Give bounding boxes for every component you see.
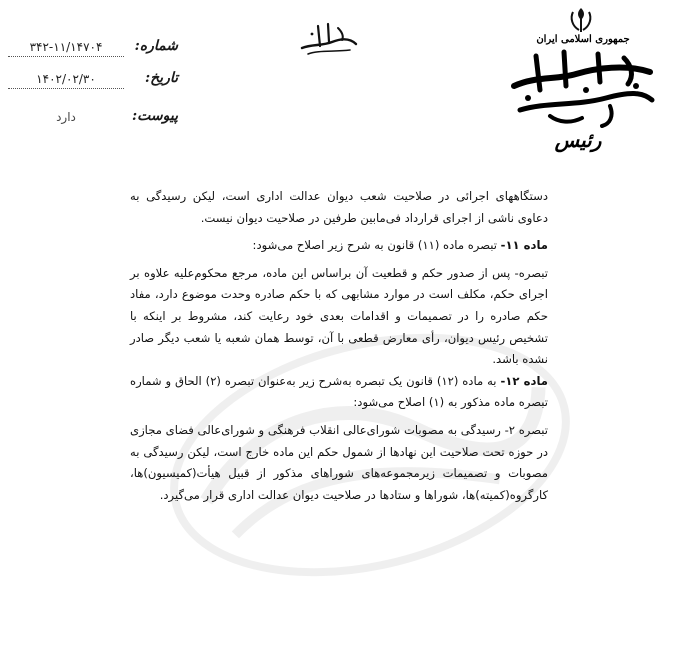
- paragraph-article-12-note: تبصره ۲- رسیدگی به مصوبات شورای‌عالی انقلاب فرهنگی و شورای‌عالی فضای مجازی در حوزه تحت صلاحیت این نهادها از شمول حکم این ماده خارج است، لیکن رسیدگی به مصوبات و تصمیمات زیرمجموعه‌های شوراهای مذکور از قبیل هیأت(کمیسیون)ها، کارگروه(کمیته)ها، شوراها و ستادها در صلاحیت دیوان عدالت اداری قرار می‌گیرد.: [130, 422, 548, 502]
- article-12-line: [130, 371, 548, 414]
- letter-body: [130, 186, 548, 506]
- iran-emblem-icon: [568, 6, 594, 34]
- paragraph-intro: دستگاههای اجرائی در صلاحیت شعب دیوان عدالت اداری است، لیکن رسیدگی به دعاوی ناشی از اجرای قرارداد فی‌مابین طرفین در صلاحیت دیوان نیست.: [130, 189, 548, 225]
- basmala-calligraphy: [298, 18, 360, 58]
- republic-title: جمهوری اسلامی ایران: [536, 34, 630, 45]
- letter-date-label: تاریخ:: [144, 70, 178, 86]
- letter-date-row: [0, 70, 178, 92]
- letter-attachment-row: [0, 108, 178, 130]
- article-11-heading: ماده ۱۱-: [500, 238, 548, 253]
- letter-attachment-value: دارد: [56, 110, 76, 124]
- letter-attachment-label: پیوست:: [132, 108, 178, 124]
- paragraph-article-11-note: تبصره- پس از صدور حکم و قطعیت آن براساس این ماده، مرجع محکوم‌علیه علاوه بر اجرای حکم، مکلف است در موارد مشابهی که با حکم صادره وحدت موضوع دارد، مفاد حکم صادره را در تصمیمات و اقدامات بعدی خود رعایت کند، مشروط بر اینکه با تشخیص رئیس دیوان، رأی معارض قطعی با آن، توسط همان شعبه یا شعب دیگر صادر نشده باشد.: [130, 265, 548, 367]
- letter-number-value: ۳۴۲-۱۱/۱۴۷۰۴: [8, 38, 124, 57]
- article-12-heading: ماده ۱۲-: [500, 373, 548, 388]
- letter-date-value: ۱۴۰۲/۰۲/۳۰: [8, 70, 124, 89]
- article-12-text: به ماده (۱۲) قانون یک تبصره به‌شرح زیر به‌عنوان تبصره (۲) الحاق و شماره تبصره ماده مذکور به (۱) اصلاح می‌شود:: [130, 373, 548, 410]
- president-title: رئیس: [554, 128, 602, 152]
- letter-number-row: [0, 38, 178, 60]
- parliament-logotype: [506, 46, 656, 128]
- article-11-line: [130, 235, 548, 257]
- letter-number-label: شماره:: [134, 38, 178, 54]
- article-11-text: تبصره ماده (۱۱) قانون به شرح زیر اصلاح می‌شود:: [252, 238, 501, 253]
